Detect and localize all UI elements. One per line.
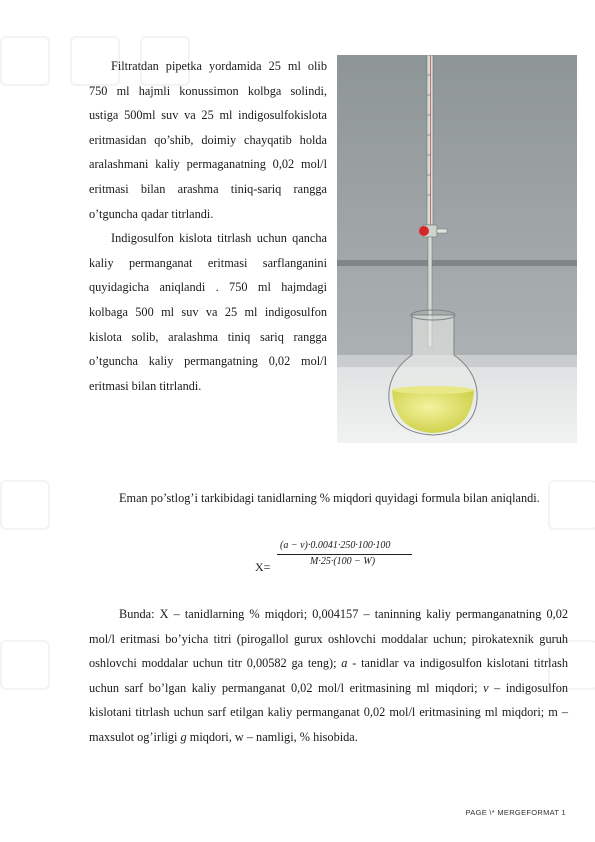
formula-denominator: M·25·(100 − W)	[310, 556, 376, 567]
explanation-part-1: Bunda: X – tanidlarning % miqdori; 0,004157 – taninning kaliy permanganatning 0,02 mol/l eritmasi bo’yicha titri (pirogallol gurux oshlovchi moddalar uchun; pirokatexnik guruh oshlovchi moddalar uchun titr 0,00582 ga teng);	[89, 607, 568, 671]
intro-text: Eman po’stlog’i tarkibidagi tanidlarning % miqdori quyidagi formula bilan aniqlandi.	[119, 491, 540, 505]
titration-photo	[337, 55, 577, 443]
formula	[255, 538, 435, 578]
titration-apparatus-illustration	[337, 55, 577, 443]
explanation-part-3: – indigosulfon kislotani titrlash uchun sarf etilgan kaliy permanganat 0,02 mol/l eritmasining ml miqdori; m – maxsulot og’irligi	[89, 680, 569, 744]
explanation-text	[89, 602, 568, 750]
paragraph-indigosulfon: Indigosulfon kislota titrlash uchun qancha kaliy permanganat eritmasi sarflanganini quyidagicha aniqlandi . 750 ml hajmdagi kolbaga 500 ml suv va 25 ml indigosulfon kislota solib, aralashma tiniq sariq rangga o’tguncha kaliy permangatning 0,02 mol/l eritmasi bilan titrlandi.	[89, 231, 327, 393]
fraction-bar	[277, 554, 412, 555]
variable-a: a	[341, 656, 348, 671]
explanation-part-4: miqdori, w – namligi, % hisobida.	[186, 729, 358, 744]
column-text	[89, 54, 327, 398]
explanation-paragraph	[89, 602, 568, 750]
variable-v: v	[483, 680, 489, 695]
formula-lhs: X=	[255, 560, 271, 574]
watermark-block	[0, 480, 50, 530]
formula-numerator: (a − v)·0.0041·250·100·100	[280, 540, 391, 551]
variable-g: g	[180, 729, 187, 744]
explanation-part-2: - tanidlar va indigosulfon kislotani titrlash uchun sarf bo’lgan kaliy permanganat 0,02 mol/l eritmasining ml miqdori;	[89, 656, 568, 695]
watermark-block	[0, 640, 50, 690]
watermark-block	[0, 36, 50, 86]
intro-paragraph	[89, 486, 568, 511]
paragraph-filtrate: Filtratdan pipetka yordamida 25 ml olib 750 ml hajmli konussimon kolbga solindi, ustiga 500ml suv va 25 ml indigosulfokislota eritmasidan qo’shib, doimiy chayqatib holda aralashmani kaliy permaganatning 0,02 mol/l eritmasi bilan arashma tiniq-sariq rangga o’tguncha qadar titrlandi.	[89, 59, 327, 221]
page-footer: PAGE \* MERGEFORMAT 1	[465, 808, 566, 817]
